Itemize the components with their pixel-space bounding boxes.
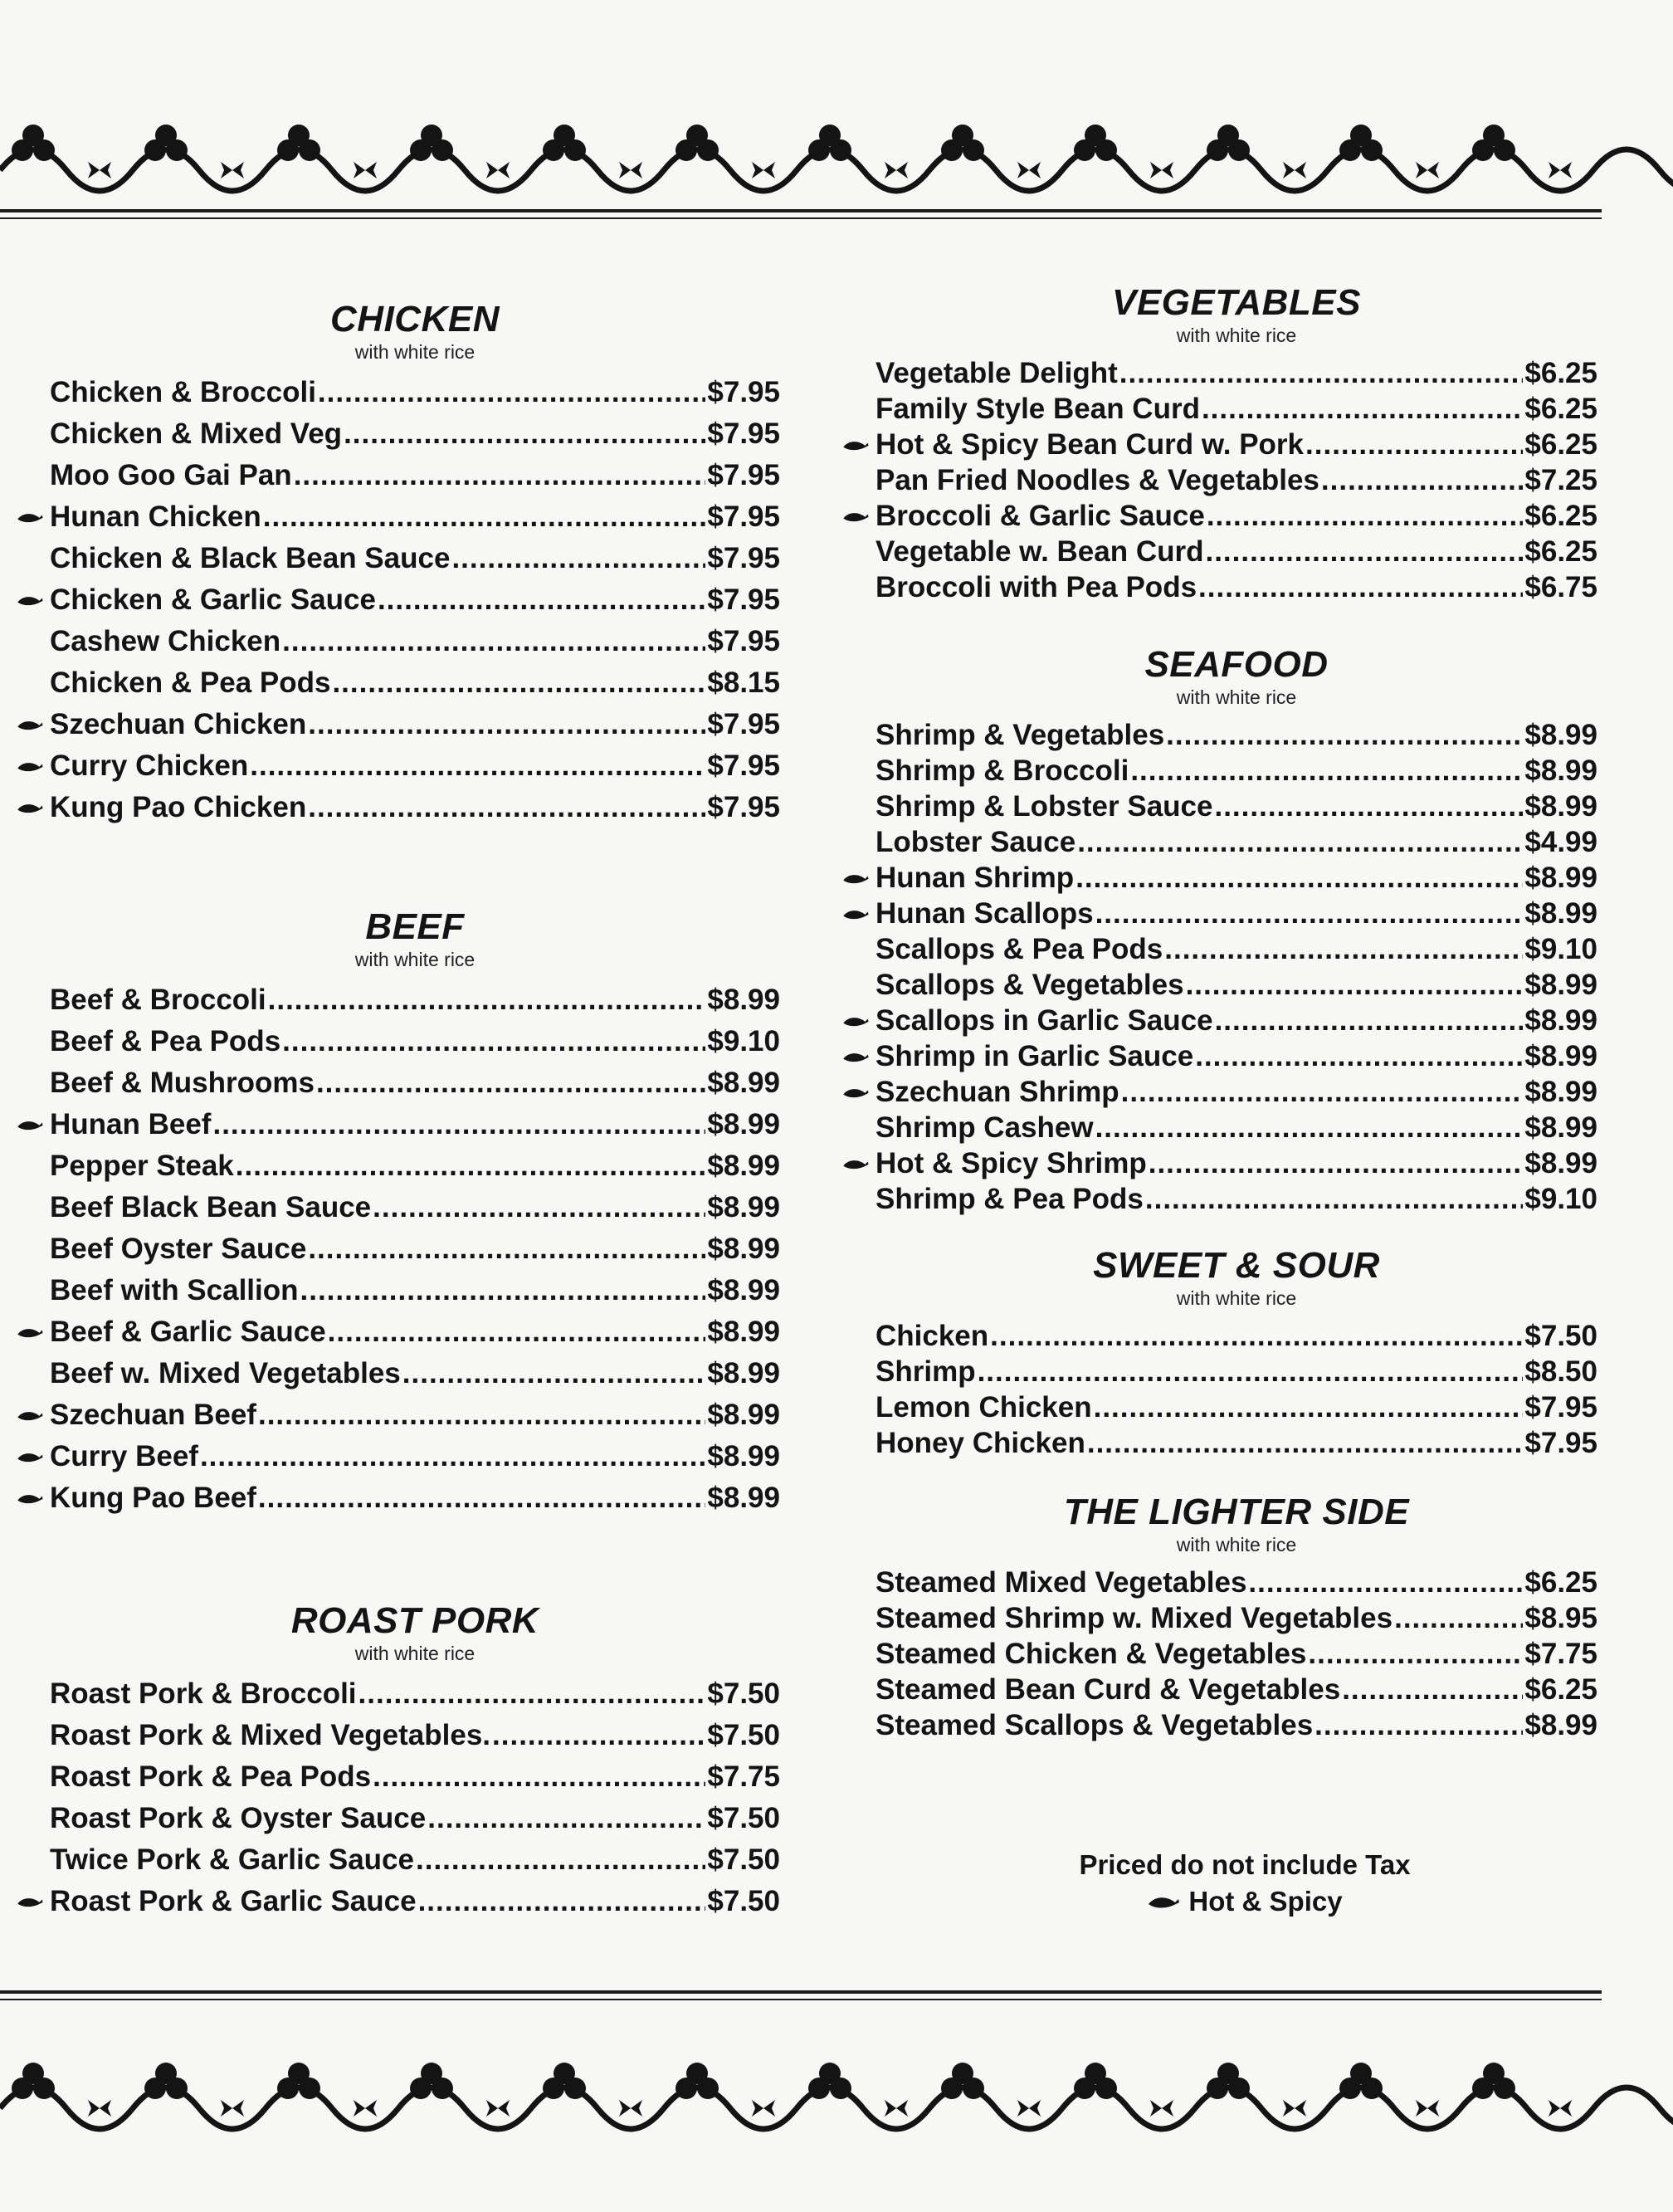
dot-leader	[402, 1353, 706, 1394]
item-name: Chicken	[876, 1320, 989, 1352]
section-title: CHICKEN	[330, 299, 500, 339]
chili-pepper-icon	[15, 496, 45, 538]
dot-leader	[328, 1311, 706, 1353]
item-price: $7.50	[707, 1885, 780, 1917]
dot-leader	[978, 1354, 1524, 1389]
item-price: $8.99	[1524, 790, 1597, 823]
menu-item-steamed-mixed-vegetables	[876, 1565, 1597, 1600]
dot-leader	[1095, 1110, 1524, 1145]
item-price: $7.50	[707, 1843, 780, 1876]
menu-item-szechuan-beef	[50, 1394, 780, 1436]
item-name: Broccoli with Pea Pods	[876, 571, 1197, 603]
item-price: $8.15	[707, 667, 780, 699]
menu-item-moo-goo-gai-pan	[50, 455, 780, 496]
item-price: $7.75	[1524, 1638, 1597, 1670]
item-name: Chicken & Garlic Sauce	[50, 584, 376, 616]
dot-leader	[1149, 1145, 1524, 1181]
item-price: $6.25	[1524, 357, 1597, 389]
chili-pepper-icon	[15, 704, 45, 745]
dot-leader	[1087, 1425, 1524, 1461]
dot-leader	[1095, 896, 1524, 931]
item-name: Chicken & Broccoli	[50, 376, 316, 408]
dot-leader	[373, 1756, 705, 1798]
item-name: Roast Pork & Pea Pods	[50, 1760, 372, 1793]
menu-items	[50, 1673, 780, 1922]
menu-item-hunan-shrimp	[876, 860, 1597, 896]
item-price: $8.99	[707, 984, 780, 1016]
dot-leader	[1202, 391, 1523, 427]
item-price: $8.99	[1524, 754, 1597, 787]
menu-item-hot-and-spicy-shrimp	[876, 1145, 1597, 1181]
menu-item-steamed-scallops-and-vegetables	[876, 1707, 1597, 1743]
tax-note: Priced do not include Tax	[1079, 1849, 1411, 1880]
menu-items	[876, 355, 1597, 605]
menu-items	[876, 1565, 1597, 1743]
item-name: Beef & Pea Pods	[50, 1025, 281, 1057]
item-name: Scallops & Pea Pods	[876, 933, 1163, 965]
section-title: SWEET & SOUR	[1093, 1245, 1380, 1286]
section-subtitle: with white rice	[1176, 686, 1297, 708]
item-price: $7.50	[1524, 1320, 1597, 1352]
dot-leader	[300, 1270, 706, 1311]
item-name: Kung Pao Chicken	[50, 791, 307, 823]
section-subtitle: with white rice	[1176, 1287, 1297, 1309]
item-price: $8.99	[1524, 862, 1597, 894]
item-price: $7.95	[707, 542, 780, 574]
menu-item-hot-and-spicy-bean-curd-w-pork	[876, 427, 1597, 462]
menu-item-shrimp-and-broccoli	[876, 753, 1597, 789]
menu-item-vegetable-delight	[876, 355, 1597, 391]
item-price: $6.75	[1524, 571, 1597, 603]
dot-leader	[1308, 1636, 1523, 1672]
item-name: Scallops & Vegetables	[876, 969, 1184, 1001]
menu-item-shrimp-and-vegetables	[876, 717, 1597, 753]
item-price: $8.99	[1524, 1040, 1597, 1072]
item-name: Hunan Beef	[50, 1108, 212, 1140]
item-price: $7.50	[707, 1677, 780, 1710]
dot-leader	[282, 1021, 705, 1062]
dot-leader	[1145, 1181, 1524, 1217]
item-price: $7.95	[707, 791, 780, 823]
dot-leader	[492, 1715, 705, 1756]
item-name: Steamed Shrimp w. Mixed Vegetables	[876, 1602, 1393, 1634]
dot-leader	[332, 662, 705, 704]
item-price: $8.99	[707, 1316, 780, 1348]
item-price: $9.10	[1524, 933, 1597, 965]
menu-item-chicken-and-garlic-sauce	[50, 579, 780, 621]
section-seafood	[876, 644, 1597, 1217]
chili-pepper-icon	[15, 1436, 45, 1477]
item-name: Shrimp	[876, 1355, 976, 1388]
dot-leader	[1314, 1707, 1523, 1743]
item-name: Beef Oyster Sauce	[50, 1233, 307, 1265]
section-subtitle: with white rice	[1176, 1534, 1297, 1555]
item-name: Roast Pork & Mixed Vegetables.	[50, 1719, 491, 1751]
dot-leader	[318, 372, 705, 413]
menu-item-pan-fried-noodles-and-vegetables	[876, 462, 1597, 498]
chili-pepper-icon	[15, 1311, 45, 1353]
dot-leader	[1214, 789, 1523, 824]
item-name: Broccoli & Garlic Sauce	[876, 500, 1205, 532]
item-price: $8.99	[707, 1399, 780, 1431]
dot-leader	[1077, 824, 1523, 860]
item-name: Szechuan Shrimp	[876, 1076, 1119, 1108]
item-price: $4.99	[1524, 826, 1597, 858]
section-title: BEEF	[365, 906, 465, 947]
item-price: $6.25	[1524, 1566, 1597, 1599]
item-price: $8.99	[1524, 1076, 1597, 1108]
item-name: Shrimp & Broccoli	[876, 754, 1129, 787]
item-price: $7.95	[707, 459, 780, 491]
item-price: $6.25	[1524, 393, 1597, 425]
chili-pepper-icon	[841, 896, 871, 931]
section-subtitle: with white rice	[354, 341, 476, 363]
menu-item-hunan-chicken	[50, 496, 780, 538]
item-price: $7.95	[707, 584, 780, 616]
chili-pepper-icon	[841, 1145, 871, 1181]
item-price: $7.75	[707, 1760, 780, 1793]
item-name: Curry Chicken	[50, 750, 249, 782]
menu-item-chicken-and-broccoli	[50, 372, 780, 413]
menu-item-chicken	[876, 1318, 1597, 1354]
dot-leader	[308, 787, 705, 828]
item-name: Beef & Mushrooms	[50, 1067, 315, 1099]
item-price: $8.99	[707, 1108, 780, 1140]
item-name: Szechuan Beef	[50, 1399, 256, 1431]
menu-item-lobster-sauce	[876, 824, 1597, 860]
item-name: Steamed Bean Curd & Vegetables	[876, 1673, 1341, 1706]
item-name: Shrimp Cashew	[876, 1111, 1094, 1144]
item-price: $7.50	[707, 1719, 780, 1751]
menu-item-roast-pork-and-oyster-sauce	[50, 1798, 780, 1839]
chili-pepper-icon	[841, 1003, 871, 1038]
dot-leader	[1198, 569, 1523, 605]
item-name: Lemon Chicken	[876, 1391, 1092, 1423]
section-beef	[50, 906, 780, 1519]
item-name: Hunan Scallops	[876, 897, 1094, 930]
item-name: Steamed Scallops & Vegetables	[876, 1709, 1314, 1741]
item-price: $8.99	[1524, 969, 1597, 1001]
item-name: Hot & Spicy Bean Curd w. Pork	[876, 428, 1305, 461]
dot-leader	[344, 413, 705, 455]
item-price: $8.99	[1524, 719, 1597, 751]
chili-pepper-icon	[15, 787, 45, 828]
section-title: VEGETABLES	[1111, 282, 1361, 323]
menu-item-shrimp-and-pea-pods	[876, 1181, 1597, 1217]
item-price: $8.99	[707, 1191, 780, 1223]
item-price: $8.99	[707, 1067, 780, 1099]
dot-leader	[1166, 717, 1523, 753]
section-sweet-sour	[876, 1245, 1597, 1461]
menu-item-steamed-bean-curd-and-vegetables	[876, 1672, 1597, 1707]
menu-item-szechuan-chicken	[50, 704, 780, 745]
item-price: $8.99	[707, 1150, 780, 1182]
menu-item-scallops-and-pea-pods	[876, 931, 1597, 967]
dot-leader	[316, 1062, 705, 1104]
dot-leader	[1321, 462, 1524, 498]
footnote	[996, 1847, 1494, 1920]
dot-leader	[1207, 498, 1524, 534]
section-subtitle: with white rice	[354, 949, 476, 970]
dot-leader	[1130, 753, 1523, 789]
menu-item-honey-chicken	[876, 1425, 1597, 1461]
dot-leader	[418, 1881, 706, 1922]
menu-item-pepper-steak	[50, 1145, 780, 1187]
item-name: Kung Pao Beef	[50, 1482, 256, 1514]
chili-pepper-icon	[841, 427, 871, 462]
menu-items	[876, 717, 1597, 1217]
dot-leader	[258, 1477, 705, 1519]
dot-leader	[1164, 931, 1523, 967]
item-name: Chicken & Pea Pods	[50, 667, 331, 699]
bottom-rule-thin	[0, 1999, 1602, 2000]
item-name: Pan Fried Noodles & Vegetables	[876, 464, 1319, 496]
menu-item-shrimp-cashew	[876, 1110, 1597, 1145]
item-name: Scallops in Garlic Sauce	[876, 1004, 1213, 1037]
item-price: $9.10	[1524, 1183, 1597, 1215]
menu-item-broccoli-with-pea-pods	[876, 569, 1597, 605]
menu-item-steamed-shrimp-w-mixed-vegetables	[876, 1600, 1597, 1636]
item-price: $8.50	[1524, 1355, 1597, 1388]
item-price: $7.50	[707, 1802, 780, 1834]
dot-leader	[990, 1318, 1523, 1354]
chili-pepper-icon	[15, 1394, 45, 1436]
menu-item-szechuan-shrimp	[876, 1074, 1597, 1110]
item-name: Szechuan Chicken	[50, 708, 307, 740]
menu-item-lemon-chicken	[876, 1389, 1597, 1425]
dot-leader	[1305, 427, 1523, 462]
menu-item-roast-pork-and-broccoli	[50, 1673, 780, 1715]
item-name: Cashew Chicken	[50, 625, 281, 657]
spicy-legend	[996, 1883, 1494, 1920]
menu-item-curry-beef	[50, 1436, 780, 1477]
menu-item-beef-w-mixed-vegetables	[50, 1353, 780, 1394]
item-price: $7.95	[707, 501, 780, 533]
chili-pepper-icon	[15, 579, 45, 621]
menu-items	[50, 372, 780, 828]
menu-item-family-style-bean-curd	[876, 391, 1597, 427]
dot-leader	[263, 496, 706, 538]
chili-pepper-icon	[841, 860, 871, 896]
dot-leader	[1119, 355, 1524, 391]
section-subtitle: with white rice	[354, 1643, 476, 1664]
menu-item-shrimp-in-garlic-sauce	[876, 1038, 1597, 1074]
item-name: Honey Chicken	[876, 1427, 1085, 1459]
dot-leader	[212, 1104, 705, 1145]
dot-leader	[416, 1839, 705, 1881]
item-price: $7.95	[707, 417, 780, 450]
dot-leader	[236, 1145, 706, 1187]
item-price: $7.25	[1524, 464, 1597, 496]
item-price: $8.99	[707, 1274, 780, 1306]
dot-leader	[1394, 1600, 1523, 1636]
item-name: Vegetable w. Bean Curd	[876, 535, 1204, 568]
menu-item-cashew-chicken	[50, 621, 780, 662]
item-name: Roast Pork & Broccoli	[50, 1677, 357, 1710]
item-name: Vegetable Delight	[876, 357, 1118, 389]
item-name: Roast Pork & Garlic Sauce	[50, 1885, 417, 1917]
item-price: $6.25	[1524, 1673, 1597, 1706]
item-price: $8.99	[1524, 897, 1597, 930]
menu-item-roast-pork-and-mixed-vegetables	[50, 1715, 780, 1756]
item-price: $6.25	[1524, 428, 1597, 461]
chili-pepper-icon	[15, 1881, 45, 1922]
item-name: Steamed Chicken & Vegetables	[876, 1638, 1307, 1670]
item-price: $7.95	[707, 750, 780, 782]
bottom-vine-border	[0, 2017, 1673, 2183]
dot-leader	[1195, 1038, 1523, 1074]
item-price: $8.99	[1524, 1147, 1597, 1179]
dot-leader	[378, 579, 705, 621]
item-price: $9.10	[707, 1025, 780, 1057]
section-chicken	[50, 299, 780, 828]
item-name: Twice Pork & Garlic Sauce	[50, 1843, 414, 1876]
dot-leader	[1094, 1389, 1524, 1425]
dot-leader	[282, 621, 705, 662]
dot-leader	[1248, 1565, 1523, 1600]
menu-item-beef-and-mushrooms	[50, 1062, 780, 1104]
chili-pepper-icon	[15, 1104, 45, 1145]
bottom-rule	[0, 1990, 1602, 1994]
spicy-legend-label: Hot & Spicy	[1188, 1886, 1343, 1917]
item-name: Beef & Garlic Sauce	[50, 1316, 326, 1348]
item-name: Beef with Scallion	[50, 1274, 299, 1306]
item-name: Chicken & Black Bean Sauce	[50, 542, 451, 574]
menu-item-beef-and-broccoli	[50, 979, 780, 1021]
menu-item-shrimp	[876, 1354, 1597, 1389]
menu-items	[876, 1318, 1597, 1461]
item-price: $8.99	[707, 1357, 780, 1389]
item-name: Beef Black Bean Sauce	[50, 1191, 372, 1223]
section-title: ROAST PORK	[290, 1600, 539, 1641]
chili-pepper-icon	[841, 498, 871, 534]
item-price: $8.99	[1524, 1709, 1597, 1741]
item-price: $8.99	[707, 1482, 780, 1514]
item-price: $6.25	[1524, 535, 1597, 568]
dot-leader	[250, 745, 705, 787]
menu-item-chicken-and-black-bean-sauce	[50, 538, 780, 579]
section-lighter-side	[876, 1492, 1597, 1743]
item-name: Shrimp in Garlic Sauce	[876, 1040, 1194, 1072]
menu-item-kung-pao-chicken	[50, 787, 780, 828]
menu-item-steamed-chicken-and-vegetables	[876, 1636, 1597, 1672]
top-rule	[0, 209, 1602, 212]
item-name: Steamed Mixed Vegetables	[876, 1566, 1247, 1599]
menu-item-beef-oyster-sauce	[50, 1228, 780, 1270]
item-name: Hunan Shrimp	[876, 862, 1075, 894]
menu-item-twice-pork-and-garlic-sauce	[50, 1839, 780, 1881]
item-price: $7.95	[707, 708, 780, 740]
dot-leader	[451, 538, 705, 579]
menu-item-beef-and-garlic-sauce	[50, 1311, 780, 1353]
dot-leader	[308, 1228, 705, 1270]
item-price: $8.99	[707, 1440, 780, 1472]
menu-item-chicken-and-mixed-veg	[50, 413, 780, 455]
section-roast-pork	[50, 1600, 780, 1922]
section-title: SEAFOOD	[1144, 644, 1329, 685]
menu-items	[50, 979, 780, 1519]
chili-pepper-icon	[15, 745, 45, 787]
top-vine-border	[0, 79, 1673, 245]
dot-leader	[1215, 1003, 1524, 1038]
item-price: $8.99	[1524, 1004, 1597, 1037]
item-name: Beef & Broccoli	[50, 984, 266, 1016]
chili-pepper-icon	[1147, 1883, 1180, 1920]
item-name: Curry Beef	[50, 1440, 198, 1472]
menu-item-beef-black-bean-sauce	[50, 1187, 780, 1228]
item-price: $7.95	[1524, 1427, 1597, 1459]
menu-item-beef-and-pea-pods	[50, 1021, 780, 1062]
item-name: Roast Pork & Oyster Sauce	[50, 1802, 427, 1834]
section-vegetables	[876, 282, 1597, 605]
dot-leader	[1205, 534, 1523, 569]
item-price: $7.95	[707, 625, 780, 657]
menu-item-hunan-beef	[50, 1104, 780, 1145]
item-name: Lobster Sauce	[876, 826, 1076, 858]
section-subtitle: with white rice	[1176, 325, 1297, 346]
dot-leader	[358, 1673, 706, 1715]
item-price: $6.25	[1524, 500, 1597, 532]
item-price: $8.99	[1524, 1111, 1597, 1144]
dot-leader	[258, 1394, 705, 1436]
dot-leader	[294, 455, 706, 496]
dot-leader	[427, 1798, 705, 1839]
dot-leader	[1076, 860, 1523, 896]
menu-item-hunan-scallops	[876, 896, 1597, 931]
item-name: Shrimp & Vegetables	[876, 719, 1165, 751]
item-name: Beef w. Mixed Vegetables	[50, 1357, 401, 1389]
top-rule-thin	[0, 217, 1602, 219]
item-name: Pepper Steak	[50, 1150, 234, 1182]
chili-pepper-icon	[841, 1074, 871, 1110]
item-price: $8.99	[707, 1233, 780, 1265]
chili-pepper-icon	[841, 1038, 871, 1074]
dot-leader	[308, 704, 705, 745]
menu-item-beef-with-scallion	[50, 1270, 780, 1311]
menu-item-broccoli-and-garlic-sauce	[876, 498, 1597, 534]
menu-item-roast-pork-and-pea-pods	[50, 1756, 780, 1798]
dot-leader	[268, 979, 706, 1021]
item-name: Family Style Bean Curd	[876, 393, 1200, 425]
item-price: $7.95	[707, 376, 780, 408]
item-name: Chicken & Mixed Veg	[50, 417, 343, 450]
item-name: Hot & Spicy Shrimp	[876, 1147, 1147, 1179]
chili-pepper-icon	[15, 1477, 45, 1519]
dot-leader	[1186, 967, 1524, 1003]
menu-item-scallops-and-vegetables	[876, 967, 1597, 1003]
menu-item-roast-pork-and-garlic-sauce	[50, 1881, 780, 1922]
dot-leader	[200, 1436, 705, 1477]
item-name: Shrimp & Lobster Sauce	[876, 790, 1213, 823]
section-title: THE LIGHTER SIDE	[1063, 1492, 1410, 1532]
menu-item-curry-chicken	[50, 745, 780, 787]
dot-leader	[373, 1187, 705, 1228]
menu-item-scallops-in-garlic-sauce	[876, 1003, 1597, 1038]
item-name: Shrimp & Pea Pods	[876, 1183, 1144, 1215]
item-name: Hunan Chicken	[50, 501, 261, 533]
menu-item-vegetable-w-bean-curd	[876, 534, 1597, 569]
menu-item-shrimp-and-lobster-sauce	[876, 789, 1597, 824]
dot-leader	[1121, 1074, 1524, 1110]
item-name: Moo Goo Gai Pan	[50, 459, 292, 491]
menu-item-kung-pao-beef	[50, 1477, 780, 1519]
dot-leader	[1342, 1672, 1523, 1707]
item-price: $8.95	[1524, 1602, 1597, 1634]
menu-item-chicken-and-pea-pods	[50, 662, 780, 704]
item-price: $7.95	[1524, 1391, 1597, 1423]
